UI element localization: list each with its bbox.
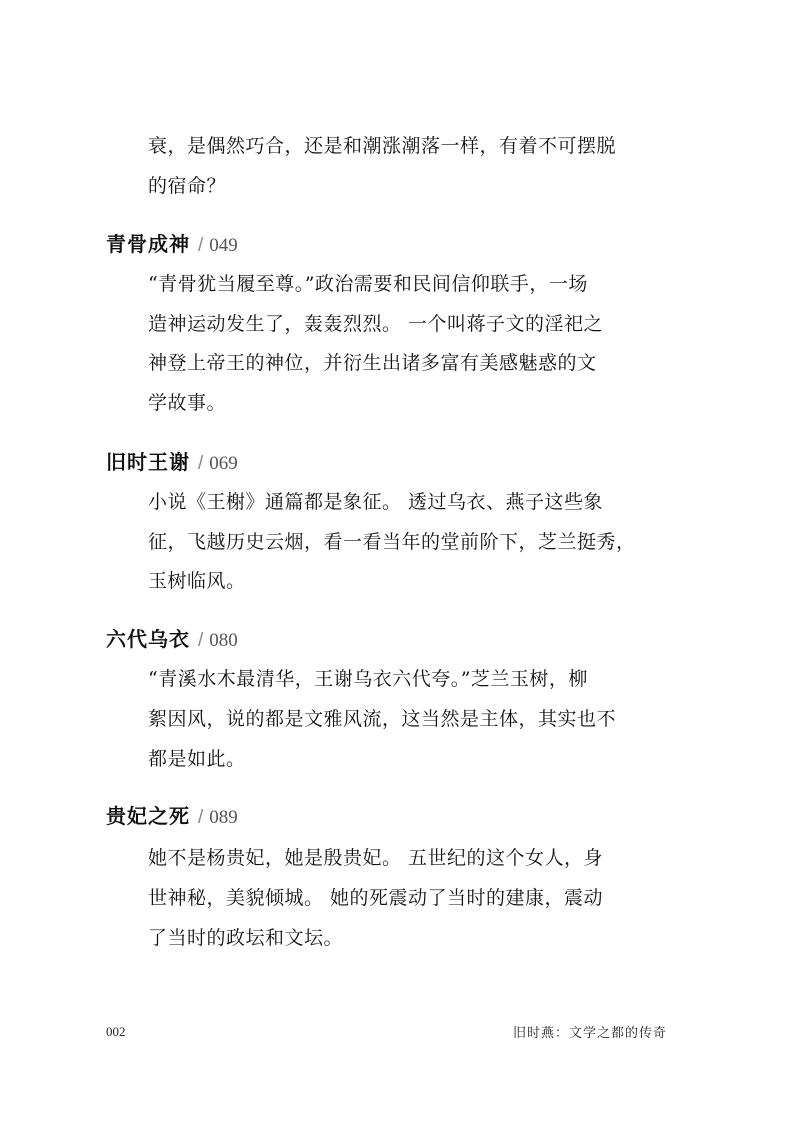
entry-summary-line: 学故事。 [148,392,227,414]
entry-separator: / [198,630,204,651]
entry-heading [106,452,238,473]
entry-summary-line: 小说《王榭》通篇都是象征。 透过乌衣、燕子这些象 [148,491,604,513]
entry-summary-line: 征，飞越历史云烟，看一看当年的堂前阶下，芝兰挺秀， [148,531,636,553]
entry-summary-line: 世神秘，美貌倾城。 她的死震动了当时的建康，震动 [148,887,604,909]
entry-summary-line: “青溪水木最清华，王谢乌衣六代夸。”芝兰玉树，柳 [148,668,588,690]
entry-summary-line: 絮因风，说的都是文雅风流，这当然是主体，其实也不 [148,708,617,730]
entry-heading [106,234,238,255]
entry-title: 旧时王谢 [106,450,190,474]
intro-line: 衰，是偶然巧合，还是和潮涨潮落一样，有着不可摆脱 [148,135,617,157]
entry-summary-line: 都是如此。 [148,748,246,770]
entry-summary-line: “青骨犹当履至尊。”政治需要和民间信仰联手，一场 [148,273,588,295]
entry-summary-line: 玉树临风。 [148,570,246,592]
entry-page-number: 080 [209,630,238,651]
entry-summary-line: 她不是杨贵妃，她是殷贵妃。 五世纪的这个女人，身 [148,847,604,869]
entry-title: 贵妃之死 [106,804,190,828]
entry-separator: / [198,807,204,828]
entry-title: 六代乌衣 [106,627,190,651]
entry-summary-line: 神登上帝王的神位，并衍生出诸多富有美感魅惑的文 [148,352,597,374]
entry-separator: / [198,453,204,474]
entry-heading [106,629,238,650]
footer-book-title: 旧时燕：文学之都的传奇 [512,1026,667,1041]
entry-separator: / [198,235,204,256]
entry-summary-line: 了当时的政坛和文坛。 [148,927,344,949]
entry-summary-line: 造神运动发生了，轰轰烈烈。 一个叫蒋子文的淫祀之 [148,313,604,335]
footer-page-number: 002 [106,1024,126,1039]
entry-page-number: 089 [209,807,238,828]
entry-page-number: 049 [209,235,238,256]
entry-page-number: 069 [209,453,238,474]
entry-title: 青骨成神 [106,232,190,256]
entry-heading [106,806,238,827]
intro-line: 的宿命？ [148,175,227,197]
